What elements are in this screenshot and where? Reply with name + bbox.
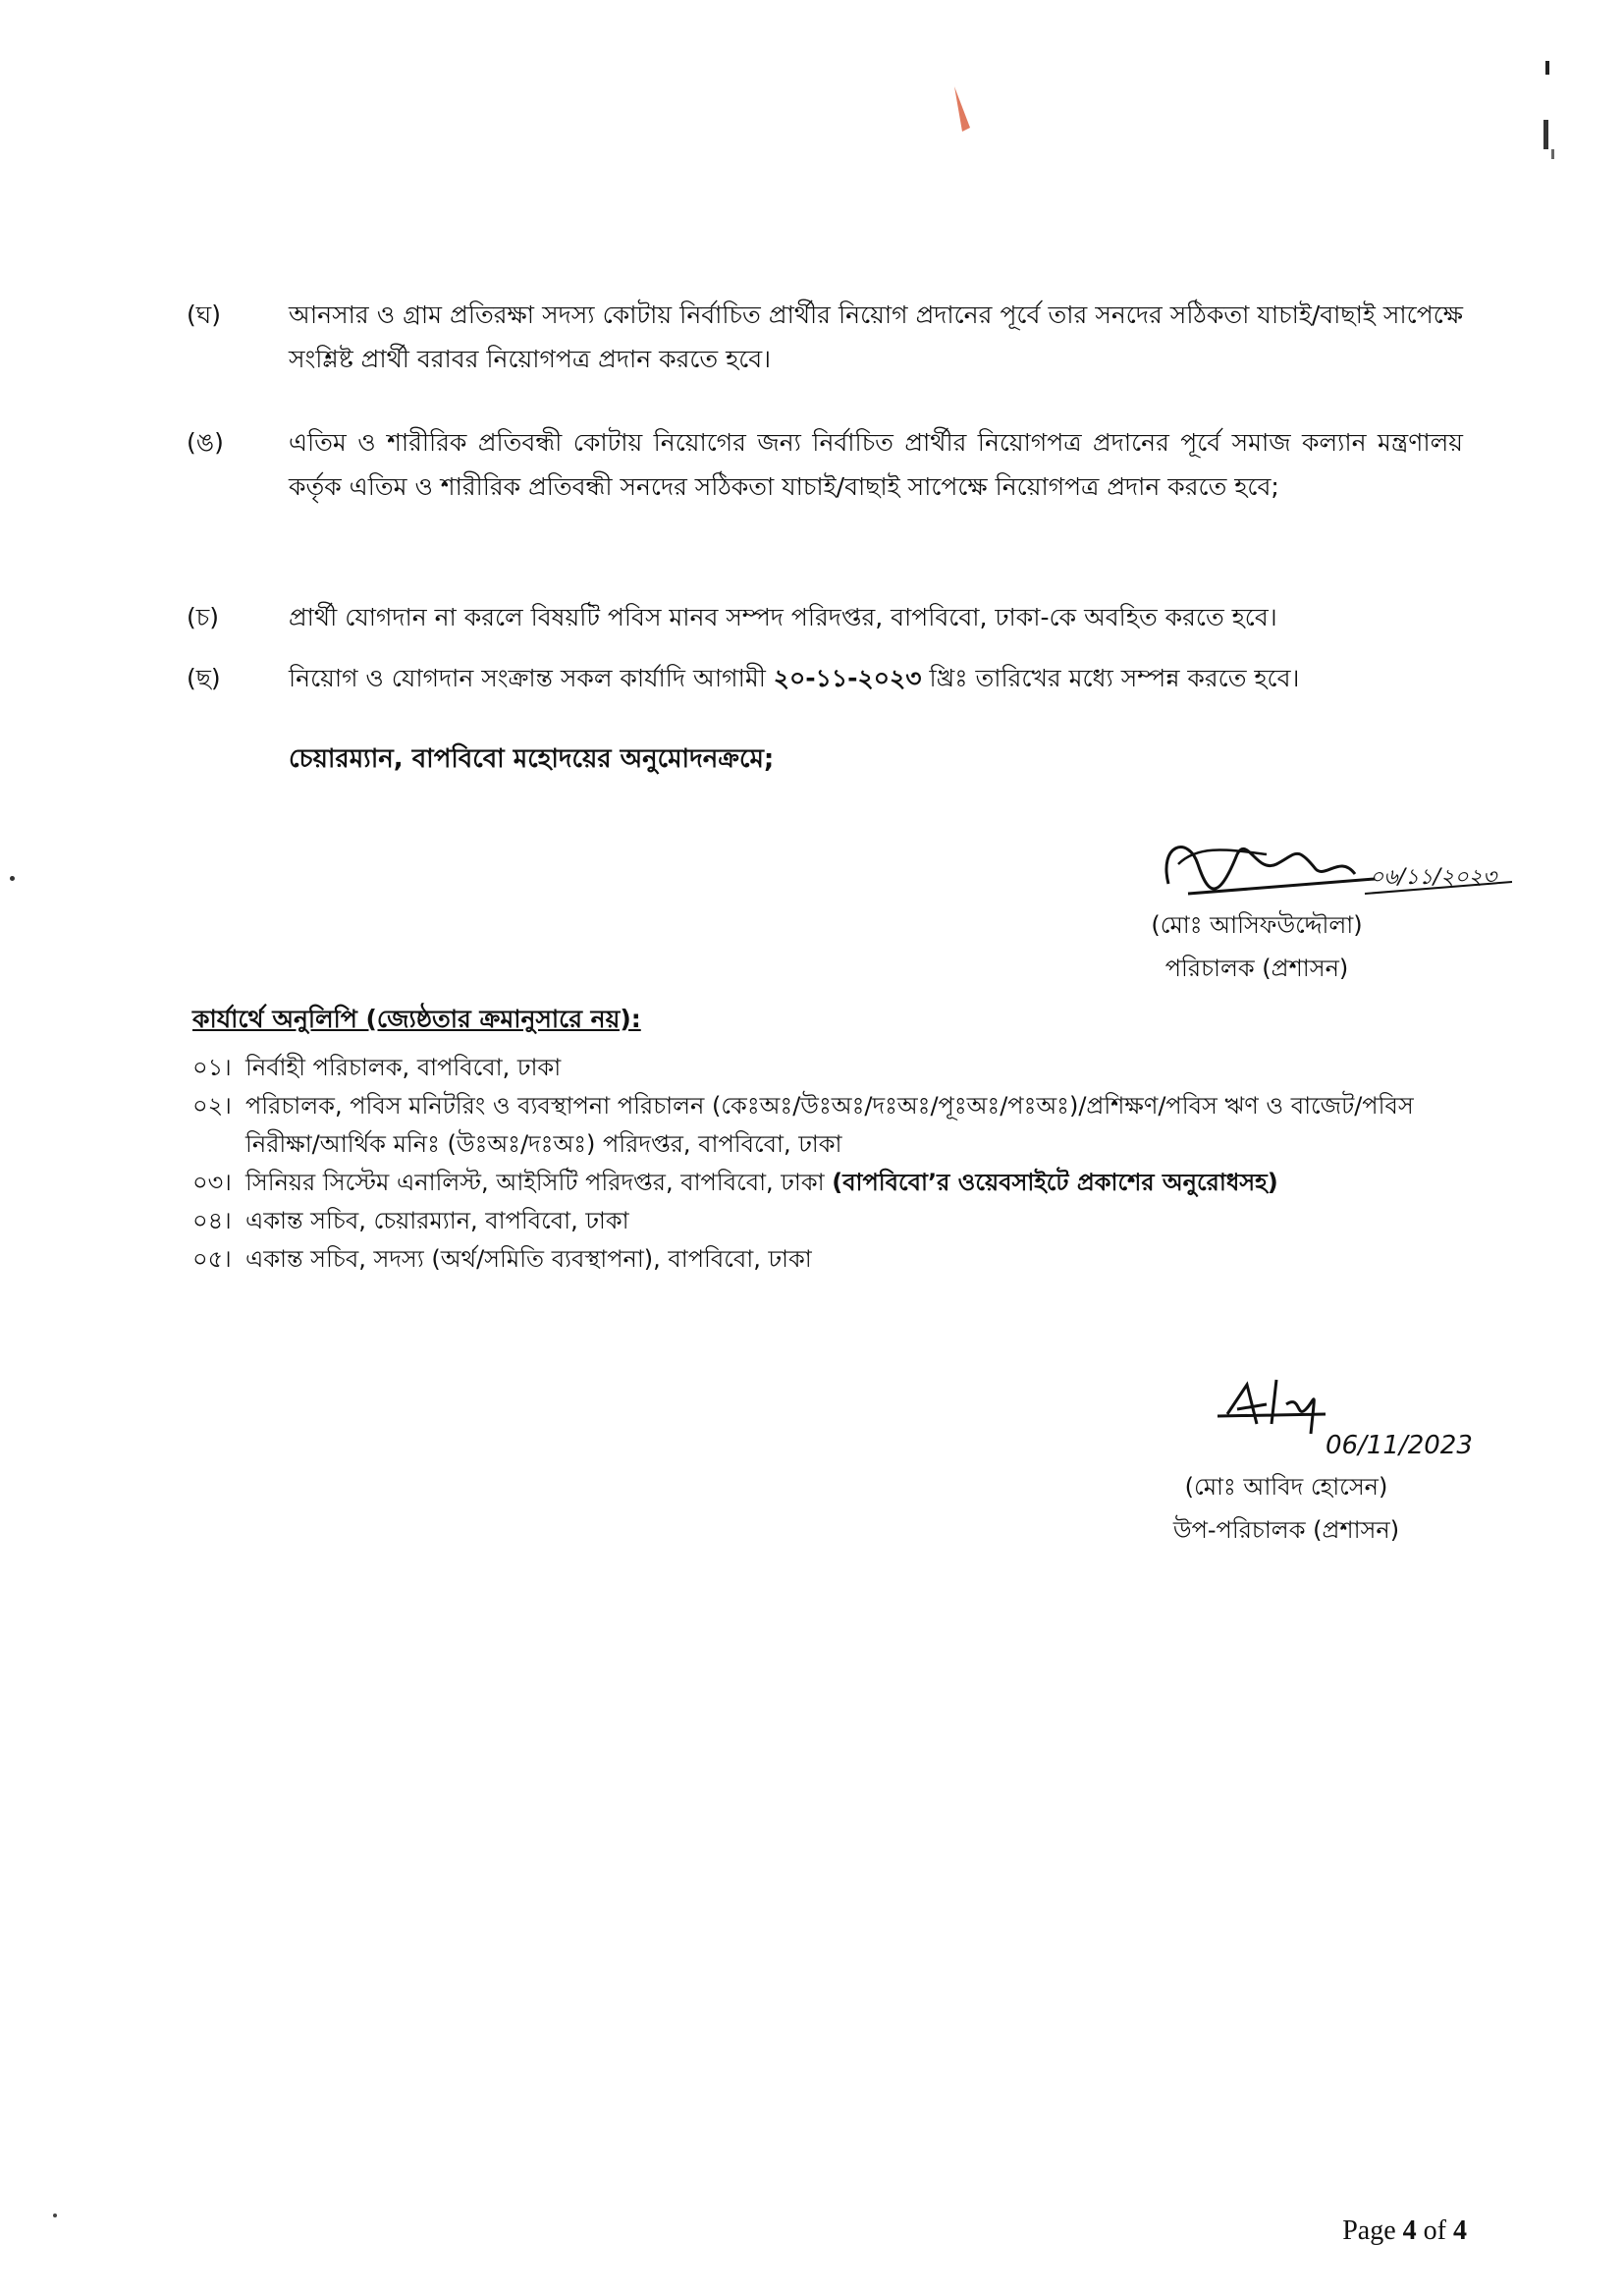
page-number-total: 4	[1453, 2215, 1467, 2246]
signatory-2-designation: উপ-পরিচালক (প্রশাসন)	[1172, 1516, 1400, 1544]
clause-marker: (চ)	[187, 603, 219, 631]
cc-item-text: পরিচালক, পবিস মনিটরিং ও ব্যবস্থাপনা পরিচালন (কেঃঅঃ/উঃঅঃ/দঃঅঃ/পূঃঅঃ/পঃঅঃ)/প্রশিক্ষণ/পবিস ঋণ ও বাজেট/পবিস নিরীক্ষা/আর্থিক মনিঃ (উঃঅঃ/দঃঅঃ) পরিদপ্তর, বাপবিবো, ঢাকা	[245, 1092, 1414, 1158]
clause-gha	[187, 293, 1463, 391]
cc-item-number: ০২।	[192, 1092, 232, 1120]
page-number-prefix: Page	[1342, 2215, 1403, 2246]
clause-chha	[187, 656, 1463, 705]
cc-item	[192, 1049, 1469, 1087]
scan-mark-edge	[1532, 55, 1561, 163]
deadline-date: ২০-১১-২০২৩	[773, 664, 922, 692]
cc-item-text: একান্ত সচিব, চেয়ারম্যান, বাপবিবো, ঢাকা	[245, 1207, 629, 1234]
signatory-1-name: (মোঃ আসিফউদ্দৌলা)	[1151, 911, 1363, 939]
clause-marker: (ঙ)	[187, 428, 224, 457]
scan-dot	[10, 876, 15, 881]
signatory-1-designation: পরিচালক (প্রশাসন)	[1164, 955, 1349, 982]
approval-line: চেয়ারম্যান, বাপবিবো মহোদয়ের অনুমোদনক্রমে;	[289, 744, 775, 774]
cc-item-number: ০৫।	[192, 1245, 232, 1273]
signatory-1	[1110, 903, 1404, 990]
signature-2-date: 06/11/2023	[1326, 1431, 1473, 1460]
cc-list	[192, 1049, 1469, 1279]
signatory-2	[1139, 1465, 1434, 1552]
cc-item-text: সিনিয়র সিস্টেম এনালিস্ট, আইসিটি পরিদপ্তর, বাপবিবো, ঢাকা	[245, 1169, 833, 1196]
clause-marker: (ঘ)	[187, 301, 221, 329]
clause-umo	[187, 420, 1463, 558]
clause-text-before: নিয়োগ ও যোগদান সংক্রান্ত সকল কার্যাদি আগামী	[289, 664, 774, 692]
cc-item	[192, 1087, 1469, 1164]
cc-item	[192, 1240, 1469, 1279]
page-number	[1342, 2215, 1467, 2247]
scan-mark-top	[948, 82, 978, 137]
clause-text: এতিম ও শারীরিক প্রতিবন্ধী কোটায় নিয়োগের জন্য নির্বাচিত প্রার্থীর নিয়োগপত্র প্রদানের পূর্বে সমাজ কল্যান মন্ত্রণালয় কর্তৃক এতিম ও শারীরিক প্রতিবন্ধী সনদের সঠিকতা যাচাই/বাছাই সাপেক্ষে নিয়োগপত্র প্রদান করতে হবে;	[289, 428, 1463, 501]
page-number-middle: of	[1416, 2215, 1453, 2246]
scan-dot	[53, 2214, 57, 2217]
clause-text	[289, 656, 1463, 700]
cc-item-text: একান্ত সচিব, সদস্য (অর্থ/সমিতি ব্যবস্থাপনা), বাপবিবো, ঢাকা	[245, 1245, 812, 1273]
clause-text-after: খ্রিঃ তারিখের মধ্যে সম্পন্ন করতে হবে।	[921, 664, 1300, 692]
page-number-current: 4	[1402, 2215, 1417, 2246]
clause-text: আনসার ও গ্রাম প্রতিরক্ষা সদস্য কোটায় নির্বাচিত প্রার্থীর নিয়োগ প্রদানের পূর্বে তার সনদের সঠিকতা যাচাই/বাছাই সাপেক্ষে সংশ্লিষ্ট প্রার্থী বরাবর নিয়োগপত্র প্রদান করতে হবে।	[289, 301, 1463, 373]
clause-marker: (ছ)	[187, 664, 221, 692]
signature-2	[1208, 1365, 1532, 1473]
cc-item	[192, 1202, 1469, 1240]
cc-item-text: নির্বাহী পরিচালক, বাপবিবো, ঢাকা	[245, 1054, 562, 1081]
signature-1	[1129, 825, 1522, 913]
clause-cha	[187, 595, 1463, 644]
cc-item-number: ০১।	[192, 1054, 232, 1081]
signature-1-date: ০৬/১১/২০২৩	[1370, 865, 1497, 890]
cc-item-number: ০৩।	[192, 1169, 232, 1196]
signatory-2-name: (মোঃ আবিদ হোসেন)	[1184, 1473, 1388, 1501]
clause-text: প্রার্থী যোগদান না করলে বিষয়টি পবিস মানব সম্পদ পরিদপ্তর, বাপবিবো, ঢাকা-কে অবহিত করতে হবে।	[289, 603, 1277, 631]
cc-item-request-note: (বাপবিবো’র ওয়েবসাইটে প্রকাশের অনুরোধসহ)	[832, 1169, 1278, 1196]
cc-item-number: ০৪।	[192, 1207, 232, 1234]
cc-heading: কার্যার্থে অনুলিপি (জ্যেষ্ঠতার ক্রমানুসারে নয়):	[192, 1005, 641, 1033]
cc-item	[192, 1164, 1469, 1202]
